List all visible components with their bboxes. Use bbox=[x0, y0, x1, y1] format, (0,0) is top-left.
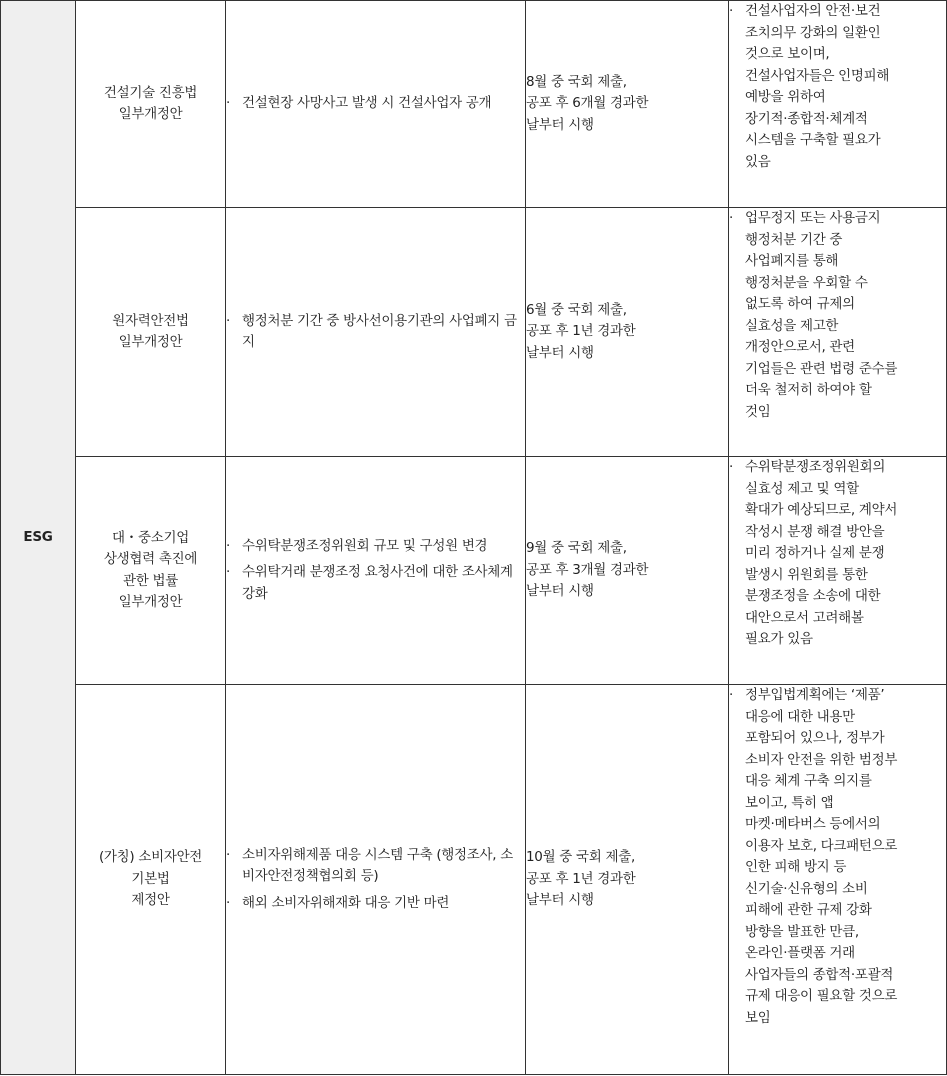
law-name-cell: 대・중소기업 상생협력 촉진에 관한 법률 일부개정안 bbox=[76, 457, 226, 685]
list-item: · 정부입법계획에는 ‘제품’ 대응에 대한 내용만 포함되어 있으나, 정부가 소비자 안전을 위한 범정부 대응 체계 구축 의지를 보이고, 특히 앱 마켓·메타버스 등에서의 이용자 보호, 다크패턴으로 인한 피해 방지 등 신기술·신유형의 소비 피해에 관한 규제 강화 방향을 발표한 만큼, 온라인·플랫폼 거래 사업자들의 종합적·포괄적 규제 대응이 필요할 것으로 보임 bbox=[729, 685, 946, 1029]
schedule-cell: 10월 중 국회 제출, 공포 후 1년 경과한 날부터 시행 bbox=[526, 685, 729, 1075]
list-item: · 건설사업자의 안전·보건 조치의무 강화의 일환인 것으로 보이며, 건설사업자들은 인명피해 예방을 위하여 장기적·종합적·체계적 시스템을 구축할 필요가 있음 bbox=[729, 1, 946, 173]
implication-cell bbox=[729, 685, 947, 1075]
content-list bbox=[226, 536, 525, 606]
schedule-cell: 9월 중 국회 제출, 공포 후 3개월 경과한 날부터 시행 bbox=[526, 457, 729, 685]
implication-cell bbox=[729, 1, 947, 208]
implication-list bbox=[729, 1, 946, 173]
list-item: · 해외 소비자위해재화 대응 기반 마련 bbox=[226, 893, 525, 915]
law-name-cell: 원자력안전법 일부개정안 bbox=[76, 208, 226, 457]
content-cell bbox=[226, 685, 526, 1075]
list-item: · 수위탁분쟁조정위원회의 실효성 제고 및 역할 확대가 예상되므로, 계약서 작성시 분쟁 해결 방안을 미리 정하거나 실제 분쟁 발생시 위원회를 통한 분쟁조정을 소송에 대한 대안으로서 고려해볼 필요가 있음 bbox=[729, 457, 946, 651]
content-list bbox=[226, 311, 525, 354]
table-row bbox=[1, 457, 947, 685]
category-cell: ESG bbox=[1, 1, 76, 1075]
content-cell bbox=[226, 457, 526, 685]
list-item: · 수위탁분쟁조정위원회 규모 및 구성원 변경 bbox=[226, 536, 525, 558]
content-cell bbox=[226, 1, 526, 208]
table-row bbox=[1, 685, 947, 1075]
content-list bbox=[226, 845, 525, 915]
law-name-cell: 건설기술 진흥법 일부개정안 bbox=[76, 1, 226, 208]
implication-list bbox=[729, 685, 946, 1029]
table-row bbox=[1, 1, 947, 208]
list-item: · 수위탁거래 분쟁조정 요청사건에 대한 조사체계 강화 bbox=[226, 562, 525, 605]
schedule-cell: 6월 중 국회 제출, 공포 후 1년 경과한 날부터 시행 bbox=[526, 208, 729, 457]
list-item: · 업무정지 또는 사용금지 행정처분 기간 중 사업폐지를 통해 행정처분을 우회할 수 없도록 하여 규제의 실효성을 제고한 개정안으로서, 관련 기업들은 관련 법령 준수를 더욱 철저히 하여야 할 것임 bbox=[729, 208, 946, 423]
implication-cell bbox=[729, 457, 947, 685]
implication-cell bbox=[729, 208, 947, 457]
list-item: · 행정처분 기간 중 방사선이용기관의 사업폐지 금지 bbox=[226, 311, 525, 354]
table-row bbox=[1, 208, 947, 457]
implication-list bbox=[729, 457, 946, 651]
list-item: · 소비자위해제품 대응 시스템 구축 (행정조사, 소비자안전정책협의회 등) bbox=[226, 845, 525, 888]
law-name-cell: (가칭) 소비자안전 기본법 제정안 bbox=[76, 685, 226, 1075]
content-list bbox=[226, 93, 525, 115]
schedule-cell: 8월 중 국회 제출, 공포 후 6개월 경과한 날부터 시행 bbox=[526, 1, 729, 208]
list-item: · 건설현장 사망사고 발생 시 건설사업자 공개 bbox=[226, 93, 525, 115]
implication-list bbox=[729, 208, 946, 423]
content-cell bbox=[226, 208, 526, 457]
